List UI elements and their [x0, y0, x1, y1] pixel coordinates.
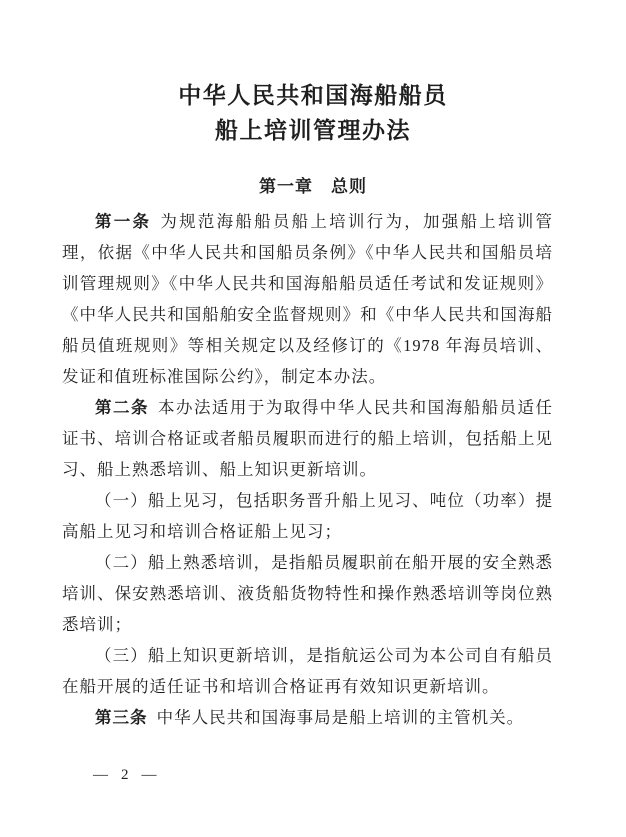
paragraph-text: （三）船上知识更新培训，是指航运公司为本公司自有船员在船开展的适任证书和培训合格证再有效知识更新培训。: [62, 646, 553, 696]
paragraph-text: 为规范海船船员船上培训行为，加强船上培训管理，依据《中华人民共和国船员条例》《中华人民共和国船员培训管理规则》《中华人民共和国海船船员适任考试和发证规则》《中华人民共和国船舶安全监督规则》和《中华人民共和国海船船员值班规则》等相关规定以及经修订的《1978 年海员培训、发证和值班标准国际公约》，制定本办法。: [62, 212, 554, 386]
document-title-line1: 中华人民共和国海船船员: [178, 83, 448, 108]
paragraph: [62, 547, 553, 640]
footer-page-number: 2: [121, 767, 129, 783]
footer-dash-left: —: [93, 767, 108, 783]
document-body: [62, 206, 553, 733]
paragraph-text: （一）船上见习，包括职务晋升船上见习、吨位（功率）提高船上见习和培训合格证船上见习；: [62, 491, 553, 541]
paragraph: [62, 485, 553, 547]
document-title-line2: 船上培训管理办法: [215, 118, 411, 143]
article-number-label: 第三条: [95, 708, 148, 727]
article-number-label: 第二条: [95, 398, 149, 417]
chapter-heading: 第一章 总则: [259, 177, 367, 196]
paragraph: [62, 702, 553, 733]
article-number-label: 第一条: [95, 212, 152, 231]
paragraph: [62, 206, 553, 392]
paragraph: [62, 392, 553, 485]
page-footer: [93, 765, 157, 785]
paragraph-text: 本办法适用于为取得中华人民共和国海船船员适任证书、培训合格证或者船员履职而进行的船上培训，包括船上见习、船上熟悉培训、船上知识更新培训。: [62, 398, 554, 479]
footer-dash-right: —: [141, 767, 157, 783]
paragraph-text: （二）船上熟悉培训，是指船员履职前在船开展的安全熟悉培训、保安熟悉培训、液货船货物特性和操作熟悉培训等岗位熟悉培训；: [62, 553, 553, 634]
paragraph: [62, 640, 553, 702]
document-title: [0, 78, 626, 148]
paragraph-text: 中华人民共和国海事局是船上培训的主管机关。: [156, 708, 525, 727]
